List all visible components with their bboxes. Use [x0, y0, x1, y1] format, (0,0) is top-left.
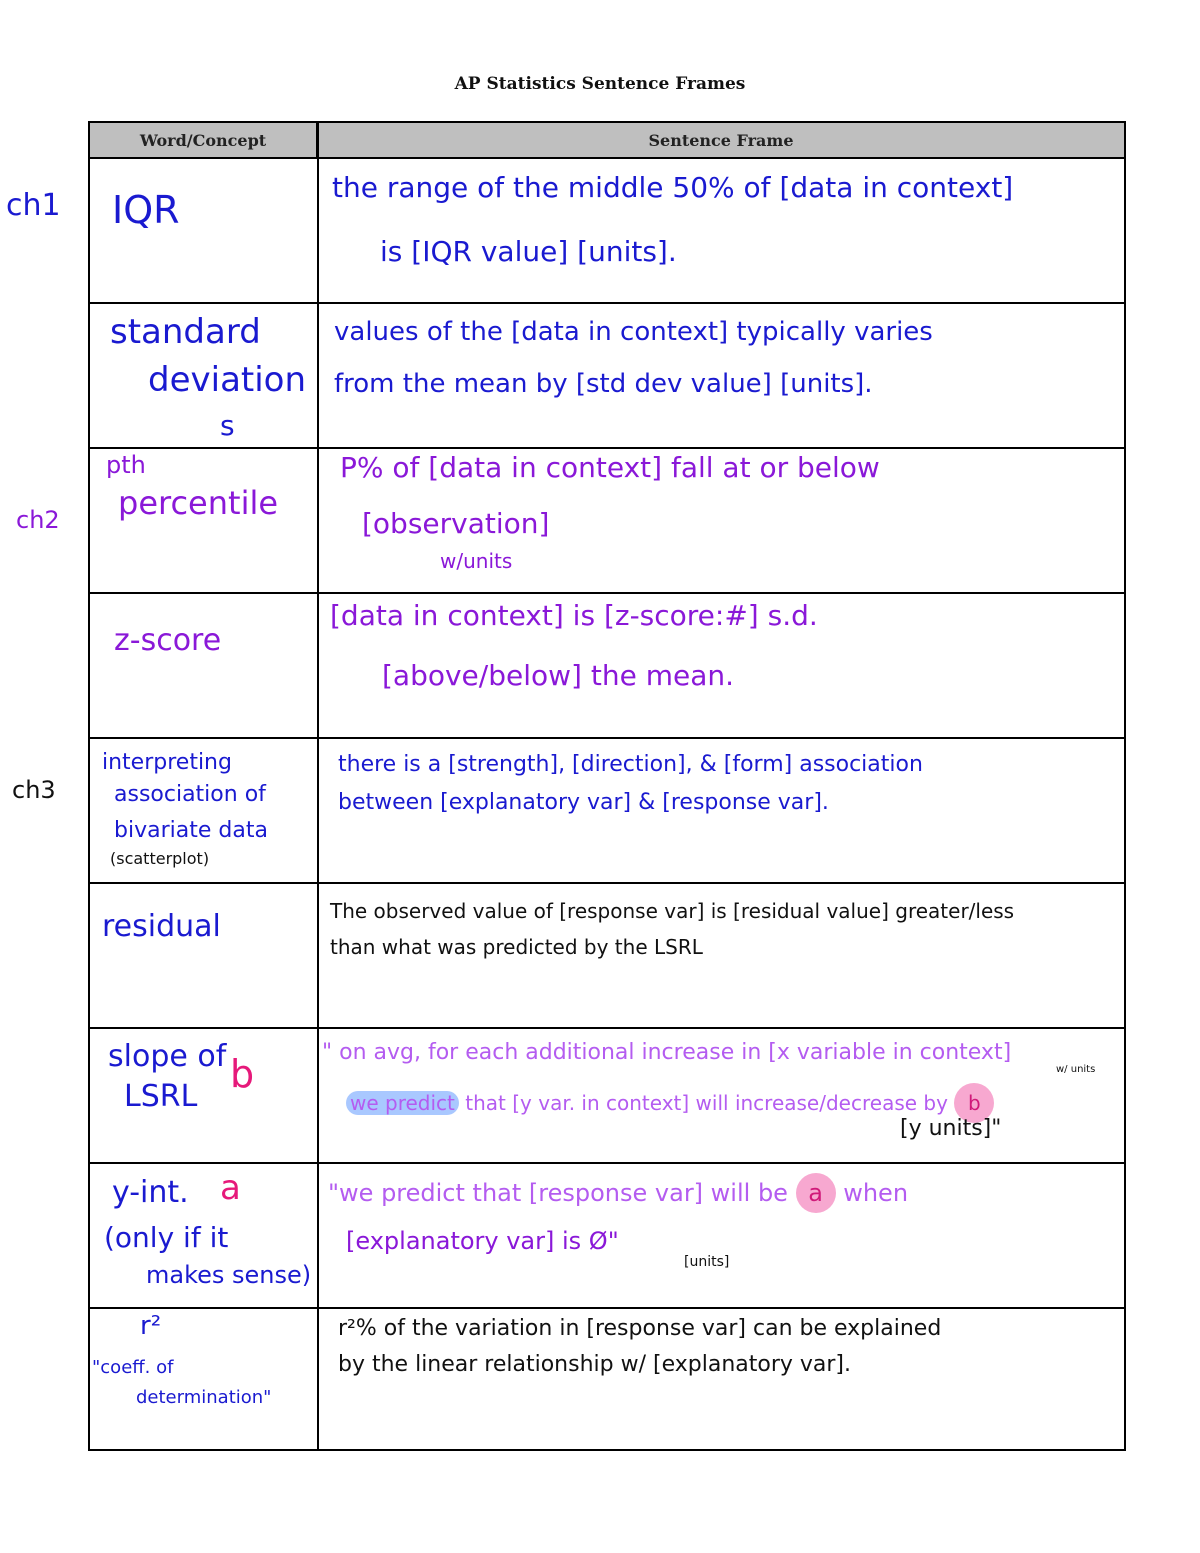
word-association-4: (scatterplot) — [110, 849, 210, 868]
column-divider — [317, 123, 319, 1449]
word-yint-a: a — [220, 1168, 241, 1208]
frame-z-score-line2: [above/below] the mean. — [382, 659, 735, 692]
word-std-dev-2: deviation — [148, 360, 307, 400]
frame-residual-line2: than what was predicted by the LSRL — [330, 935, 703, 959]
word-z-score: z-score — [114, 623, 222, 658]
word-association-1: interpreting — [102, 750, 232, 775]
row-divider — [90, 1027, 1124, 1029]
sentence-frames-table — [88, 121, 1126, 1451]
header-word-concept: Word/Concept — [90, 123, 318, 159]
frame-yint-line1-wrap — [328, 1173, 908, 1213]
header-sentence-frame: Sentence Frame — [318, 123, 1124, 159]
row-divider — [90, 592, 1124, 594]
word-coeff-1: "coeff. of — [92, 1357, 174, 1378]
frame-percentile-line2: [observation] — [362, 507, 550, 540]
word-association-3: bivariate data — [114, 818, 268, 843]
frame-association-line1: there is a [strength], [direction], & [form] association — [338, 752, 923, 777]
row-divider — [90, 302, 1124, 304]
frame-slope-line1: " on avg, for each additional increase in [x variable in context] — [322, 1040, 1012, 1065]
word-percentile-1: pth — [106, 451, 146, 479]
frame-r-squared-line2: by the linear relationship w/ [explanatory var]. — [338, 1352, 852, 1377]
frame-iqr-line2: is [IQR value] [units]. — [380, 235, 677, 268]
word-r-squared: r² — [140, 1311, 162, 1341]
chapter-note-ch3: ch3 — [12, 776, 56, 804]
frame-slope-we-predict: we predict — [346, 1091, 459, 1115]
frame-residual-line1: The observed value of [response var] is [residual value] greater/less — [330, 899, 1015, 923]
word-percentile-2: percentile — [118, 484, 279, 522]
frame-iqr-line1: the range of the middle 50% of [data in context] — [332, 171, 1014, 204]
row-divider — [90, 1162, 1124, 1164]
frame-r-squared-line1: r²% of the variation in [response var] can be explained — [338, 1316, 942, 1341]
word-std-dev-3: s — [220, 409, 235, 442]
frame-slope-units: [y units]" — [900, 1116, 1002, 1141]
word-yint-1: y-int. — [112, 1175, 189, 1210]
row-divider — [90, 882, 1124, 884]
frame-association-line2: between [explanatory var] & [response var]. — [338, 790, 829, 815]
word-slope-1: slope of — [108, 1039, 227, 1074]
frame-yint-line2: [explanatory var] is Ø" — [346, 1227, 619, 1255]
word-slope-b: b — [230, 1052, 255, 1096]
frame-slope-wunits-note: w/ units — [1056, 1064, 1096, 1075]
word-yint-2: (only if it — [104, 1221, 229, 1254]
frame-std-dev-line1: values of the [data in context] typically varies — [334, 317, 933, 347]
frame-slope-b-circle: b — [954, 1083, 994, 1123]
frame-slope-line2-wrap — [346, 1083, 994, 1123]
row-divider — [90, 447, 1124, 449]
row-divider — [90, 1307, 1124, 1309]
word-std-dev-1: standard — [110, 312, 261, 352]
frame-yint-when: when — [843, 1179, 909, 1207]
frame-yint-a-circle: a — [796, 1173, 836, 1213]
frame-z-score-line1: [data in context] is [z-score:#] s.d. — [330, 599, 818, 632]
chapter-note-ch1: ch1 — [6, 188, 61, 223]
frame-std-dev-line2: from the mean by [std dev value] [units]. — [334, 369, 873, 399]
row-divider — [90, 737, 1124, 739]
chapter-note-ch2: ch2 — [16, 506, 60, 534]
frame-percentile-line1: P% of [data in context] fall at or below — [340, 451, 880, 484]
frame-percentile-line3: w/units — [440, 549, 513, 573]
word-yint-3: makes sense) — [146, 1261, 312, 1289]
frame-yint-line1: "we predict that [response var] will be — [328, 1179, 788, 1207]
word-iqr: IQR — [112, 188, 180, 232]
word-residual: residual — [102, 909, 221, 944]
word-slope-2: LSRL — [124, 1079, 198, 1114]
page-title: AP Statistics Sentence Frames — [454, 74, 746, 94]
word-coeff-2: determination" — [136, 1387, 272, 1408]
word-association-2: association of — [114, 782, 266, 807]
frame-yint-units: [units] — [684, 1254, 730, 1270]
frame-slope-middle: that [y var. in context] will increase/decrease by — [465, 1091, 948, 1115]
